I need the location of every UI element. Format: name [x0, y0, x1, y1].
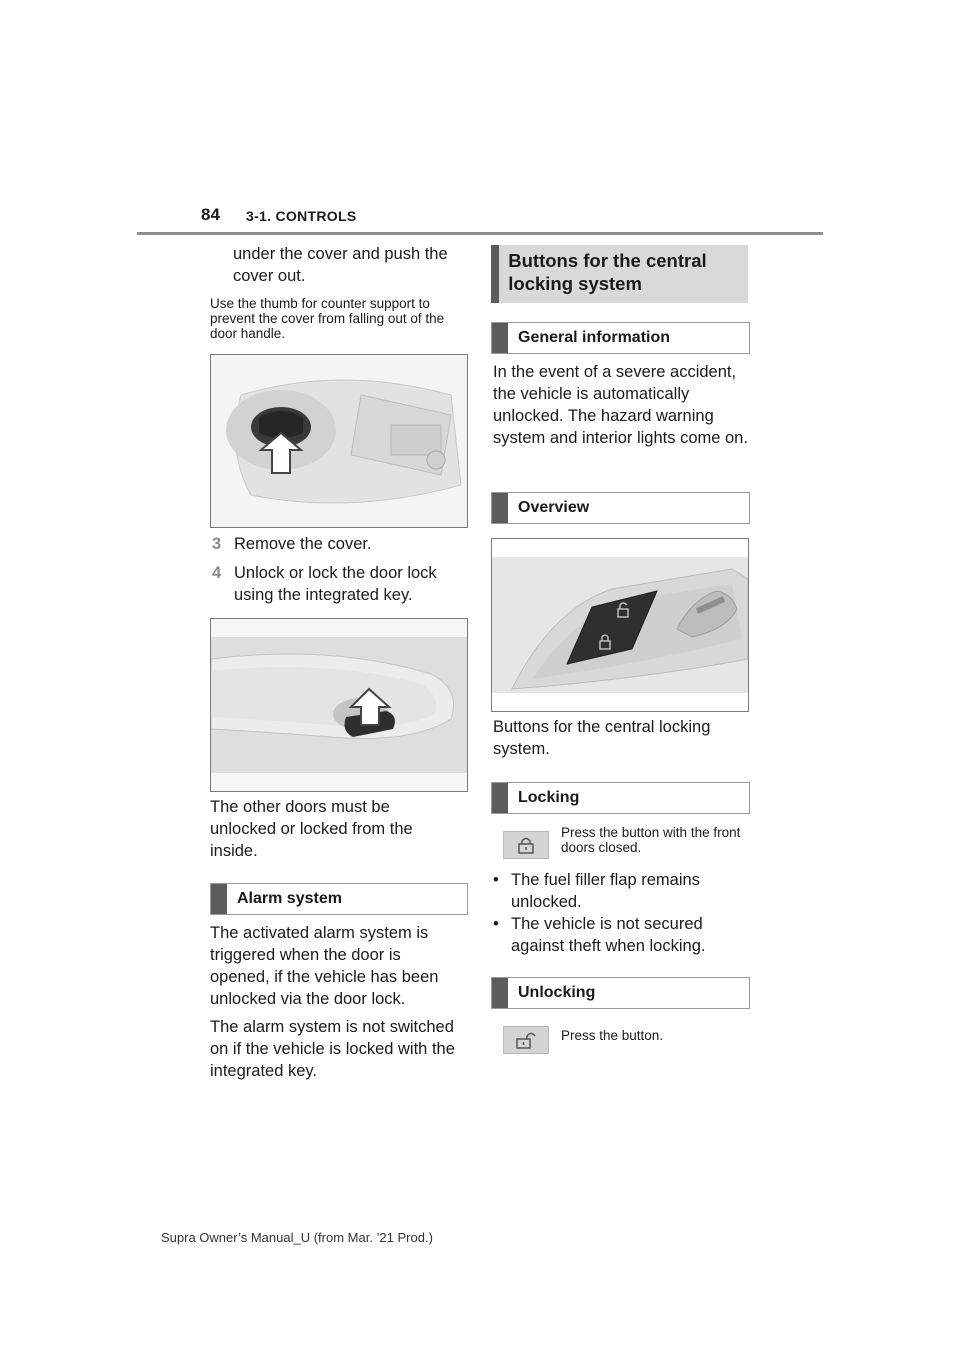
main-section-heading: [491, 245, 748, 303]
alarm-paragraph-2: The alarm system is not switched on if the vehicle is locked with the integrated key.: [210, 1018, 455, 1080]
header-divider: [137, 232, 823, 235]
step-3: [212, 533, 468, 555]
alarm-paragraph-1: The activated alarm system is triggered when the door is opened, if the vehicle has been unlocked via the door lock.: [210, 924, 439, 1008]
step-4: [212, 562, 468, 606]
locking-instruction: Press the button with the front doors closed.: [561, 825, 741, 855]
other-doors-text: The other doors must be unlocked or locked from the inside.: [210, 798, 413, 860]
step-number: 3: [212, 535, 222, 553]
step-text: Remove the cover.: [234, 535, 372, 553]
lock-icon: [517, 836, 535, 854]
heading-bar: [492, 493, 508, 523]
door-handle-cover-figure: [210, 354, 468, 528]
unlock-icon: [515, 1031, 537, 1049]
alarm-system-heading: [210, 883, 468, 915]
heading-label: Overview: [518, 499, 590, 516]
page-number: 84: [201, 205, 220, 224]
heading-bar: [492, 978, 508, 1008]
central-locking-buttons-figure: [491, 538, 749, 712]
continued-step-text: under the cover and push the cover out.: [233, 245, 448, 285]
general-information-heading: [491, 322, 750, 354]
lock-button-icon-box: [503, 831, 549, 859]
overview-caption: Buttons for the central locking system.: [493, 718, 711, 758]
heading-label: Alarm system: [237, 890, 342, 907]
step-text: Unlock or lock the door lock using the integrated key.: [234, 564, 437, 604]
heading-bar: [491, 245, 499, 303]
list-item: • The fuel filler flap remains unlocked.: [493, 869, 748, 913]
locking-bullets: [493, 869, 748, 957]
overview-heading: [491, 492, 750, 524]
unlocking-heading: [491, 977, 750, 1009]
heading-label: Unlocking: [518, 984, 596, 1001]
list-item: • The vehicle is not secured against theft when locking.: [493, 913, 748, 957]
heading-bar: [492, 783, 508, 813]
thumb-note: Use the thumb for counter support to prevent the cover from falling out of the door handle.: [210, 296, 445, 341]
unlocking-instruction: Press the button.: [561, 1028, 664, 1043]
footer-text: Supra Owner’s Manual_U (from Mar. ’21 Prod.): [161, 1230, 433, 1245]
heading-label: Locking: [518, 789, 580, 806]
heading-label: Buttons for the central locking system: [508, 250, 707, 294]
door-lock-key-figure: [210, 618, 468, 792]
unlock-button-icon-box: [503, 1026, 549, 1054]
bullet-text: The vehicle is not secured against theft when locking.: [511, 915, 706, 955]
heading-label: General information: [518, 329, 671, 346]
locking-heading: [491, 782, 750, 814]
heading-bar: [492, 323, 508, 353]
heading-bar: [211, 884, 227, 914]
section-title: 3-1. CONTROLS: [246, 208, 357, 224]
bullet-text: The fuel filler flap remains unlocked.: [511, 871, 700, 911]
step-number: 4: [212, 564, 222, 582]
general-information-text: In the event of a severe accident, the vehicle is automatically unlocked. The hazard warning system and interior lights come on.: [493, 363, 748, 447]
